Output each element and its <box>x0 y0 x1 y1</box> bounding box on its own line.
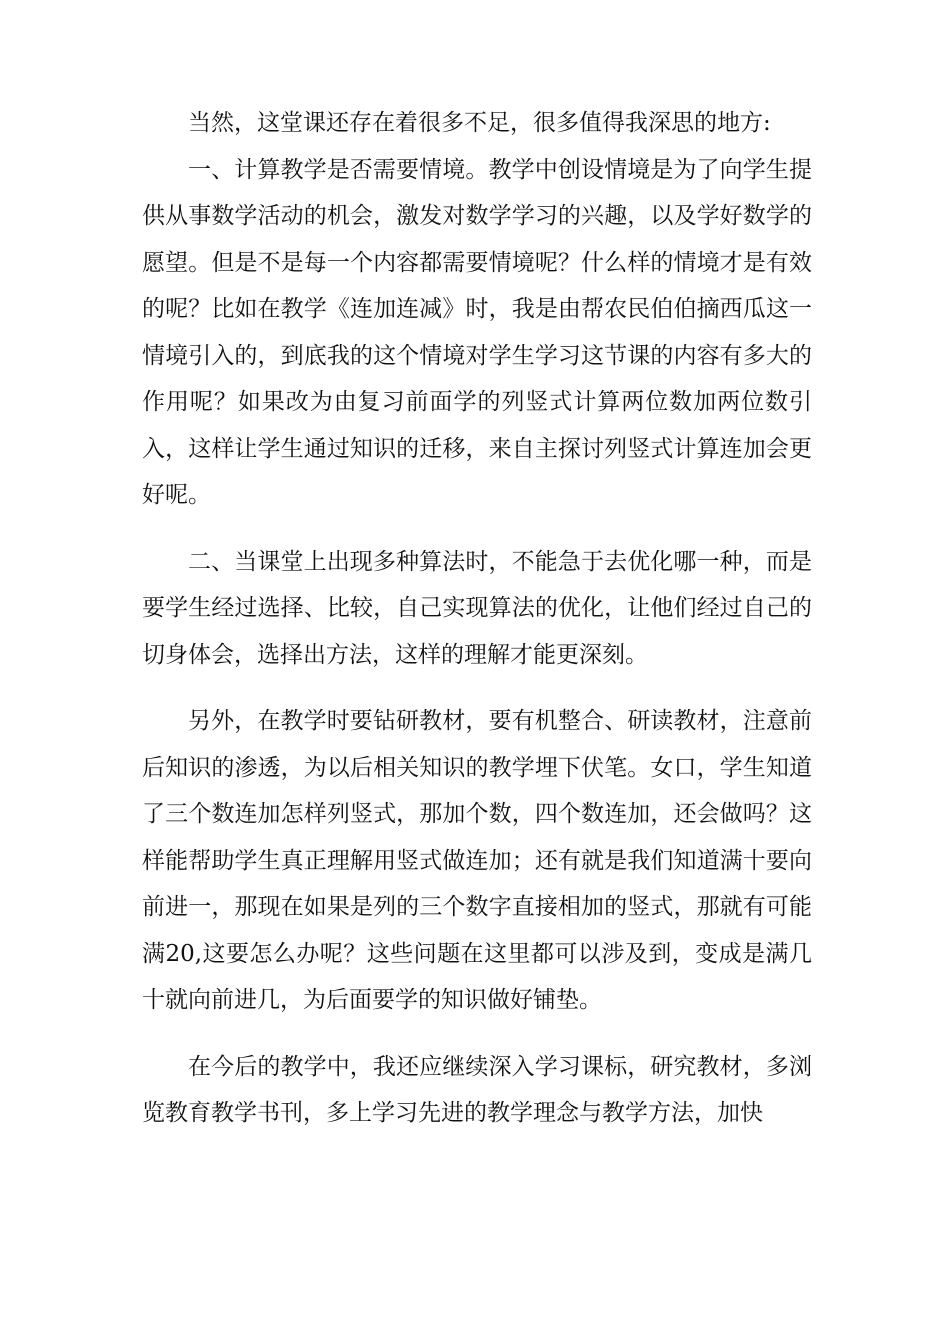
paragraph-additionally: 另外，在教学时要钻研教材，要有机整合、研读教材，注意前后知识的渗透，为以后相关知识的教学埋下伏笔。女口，学生知道了三个数连加怎样列竖式，那加个数，四个数连加，还会做吗？这样能帮助学生真正理解用竖式做连加；还有就是我们知道满十要向前进一，那现在如果是列的三个数字直接相加的竖式，那就有可能满20,这要怎么办呢？这些问题在这里都可以涉及到，变成是满几十就向前进几，为后面要学的知识做好铺垫。 <box>142 708 812 1013</box>
paragraph-future: 在今后的教学中，我还应继续深入学习课标，研究教材，多浏览教育教学书刊，多上学习先进的教学理念与教学方法，加快 <box>142 1053 812 1126</box>
paragraph-point-one: 一、计算教学是否需要情境。教学中创设情境是为了向学生提供从事数学活动的机会，激发对数学学习的兴趣，以及学好数学的愿望。但是不是每一个内容都需要情境呢？什么样的情境才是有效的呢？比如在教学《连加连减》时，我是由帮农民伯伯摘西瓜这一情境引入的，到底我的这个情境对学生学习这节课的内容有多大的作用呢？如果改为由复习前面学的列竖式计算两位数加两位数引入，这样让学生通过知识的迁移，来自主探讨列竖式计算连加会更好呢。 <box>142 156 812 508</box>
paragraph-intro: 当然，这堂课还存在着很多不足，很多值得我深思的地方: <box>188 110 771 136</box>
paragraph-point-two: 二、当课堂上出现多种算法时，不能急于去优化哪一种，而是要学生经过选择、比较，自己实现算法的优化，让他们经过自己的切身体会，选择出方法，这样的理解才能更深刻。 <box>142 548 812 668</box>
document-body <box>142 100 812 1137</box>
